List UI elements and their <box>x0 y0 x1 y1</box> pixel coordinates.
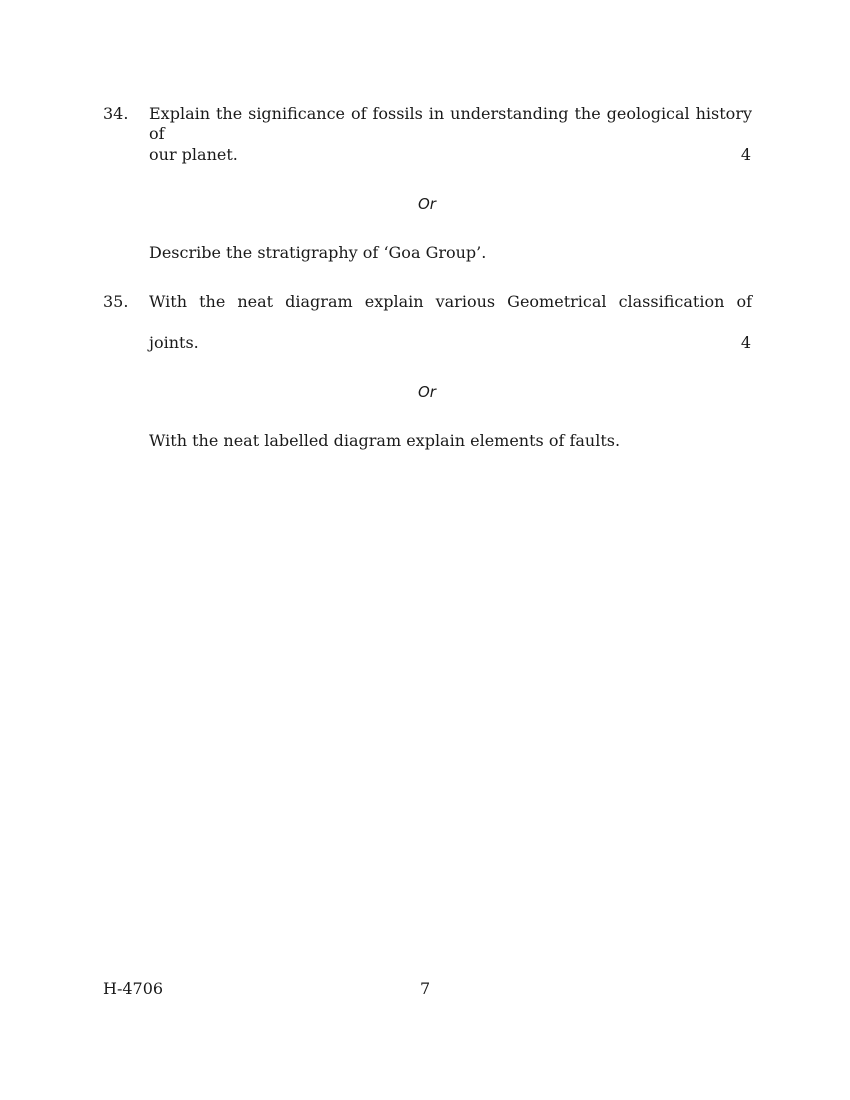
question-34-number: 34. <box>103 104 129 123</box>
question-35-alternative: With the neat labelled diagram explain elements of faults. <box>149 431 621 450</box>
question-34-marks: 4 <box>740 145 751 164</box>
question-35-text-line1: With the neat diagram explain various Geometrical classification of <box>149 292 752 311</box>
question-35-text-line2: joints. <box>149 333 199 352</box>
question-34-or-label: Or <box>418 195 436 213</box>
question-34-alternative: Describe the stratigraphy of ‘Goa Group’. <box>149 243 487 262</box>
page-number: 7 <box>420 979 431 998</box>
question-35-number: 35. <box>103 292 129 311</box>
question-35-marks: 4 <box>740 333 751 352</box>
question-35-or-label: Or <box>418 383 436 401</box>
question-34-text-line1: Explain the significance of fossils in understanding the geological history of <box>149 104 752 143</box>
paper-code: H-4706 <box>103 979 164 998</box>
question-34-text-line2: our planet. <box>149 145 238 164</box>
